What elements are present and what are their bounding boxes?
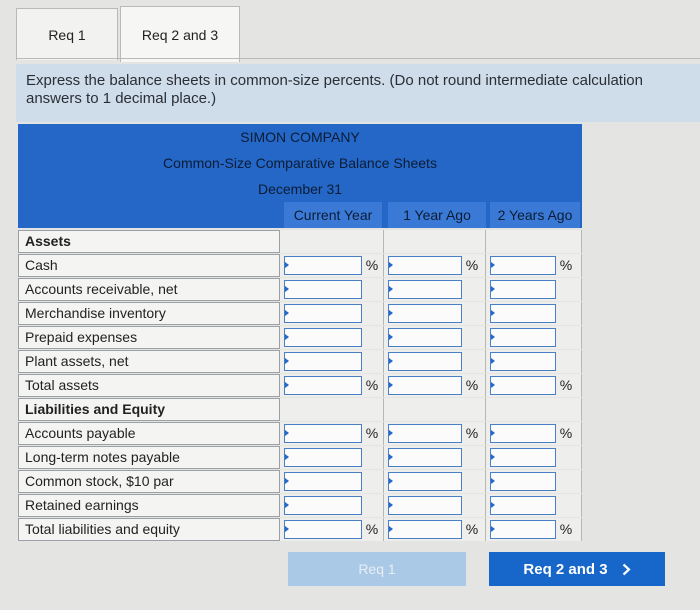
percent-input[interactable] — [490, 520, 556, 539]
table-row — [18, 350, 582, 373]
row-label: Long-term notes payable — [18, 446, 280, 469]
percent-symbol: % — [559, 425, 573, 441]
percent-symbol: % — [559, 521, 573, 537]
percent-input[interactable] — [284, 256, 362, 275]
percent-input[interactable] — [284, 424, 362, 443]
row-label: Merchandise inventory — [18, 302, 280, 325]
table-row — [18, 398, 582, 421]
previous-button-label: Req 1 — [358, 561, 396, 577]
row-label: Liabilities and Equity — [18, 398, 280, 421]
statement-date: December 31 — [18, 176, 582, 202]
instruction-panel — [16, 64, 700, 122]
table-row — [18, 494, 582, 517]
percent-input[interactable] — [284, 304, 362, 323]
instruction-line-1: Express the balance sheets in common-size percents. (Do not round intermediate calculation — [26, 72, 643, 89]
company-name: SIMON COMPANY — [18, 124, 582, 150]
table-row — [18, 446, 582, 469]
percent-input[interactable] — [388, 328, 462, 347]
percent-input[interactable] — [490, 496, 556, 515]
row-label: Total assets — [18, 374, 280, 397]
row-label: Accounts payable — [18, 422, 280, 445]
percent-input[interactable] — [490, 256, 556, 275]
percent-input[interactable] — [388, 448, 462, 467]
column-header-row — [18, 202, 582, 228]
percent-input[interactable] — [284, 520, 362, 539]
table-cell — [384, 230, 486, 253]
percent-input[interactable] — [284, 328, 362, 347]
table-row — [18, 254, 582, 277]
table-row — [18, 422, 582, 445]
percent-symbol: % — [559, 257, 573, 273]
table-row — [18, 518, 582, 541]
row-label: Assets — [18, 230, 280, 253]
percent-input[interactable] — [284, 352, 362, 371]
table-row — [18, 326, 582, 349]
row-label: Accounts receivable, net — [18, 278, 280, 301]
table-cell — [384, 398, 486, 421]
percent-symbol: % — [365, 377, 379, 393]
percent-input[interactable] — [388, 256, 462, 275]
percent-input[interactable] — [284, 472, 362, 491]
percent-input[interactable] — [388, 280, 462, 299]
percent-symbol: % — [559, 377, 573, 393]
chevron-right-icon — [622, 563, 631, 576]
percent-symbol: % — [365, 257, 379, 273]
instruction-line-2: answers to 1 decimal place.) — [26, 90, 217, 107]
table-cell — [280, 398, 384, 421]
percent-symbol: % — [365, 521, 379, 537]
row-label: Plant assets, net — [18, 350, 280, 373]
table-cell — [280, 230, 384, 253]
table-cell — [486, 398, 582, 421]
percent-input[interactable] — [490, 376, 556, 395]
percent-input[interactable] — [490, 280, 556, 299]
percent-input[interactable] — [284, 496, 362, 515]
table-row — [18, 374, 582, 397]
percent-symbol: % — [465, 257, 479, 273]
table-row — [18, 230, 582, 253]
row-label: Cash — [18, 254, 280, 277]
percent-input[interactable] — [388, 304, 462, 323]
row-label: Common stock, $10 par — [18, 470, 280, 493]
percent-input[interactable] — [388, 496, 462, 515]
table-row — [18, 470, 582, 493]
percent-input[interactable] — [284, 448, 362, 467]
percent-input[interactable] — [284, 280, 362, 299]
row-label: Retained earnings — [18, 494, 280, 517]
tab-req-1[interactable]: Req 1 — [16, 8, 118, 60]
column-header-2-years-ago: 2 Years Ago — [490, 202, 580, 228]
table-row — [18, 278, 582, 301]
percent-input[interactable] — [490, 424, 556, 443]
percent-input[interactable] — [284, 376, 362, 395]
table-row — [18, 302, 582, 325]
percent-input[interactable] — [490, 448, 556, 467]
tab-req-2-and-3[interactable]: Req 2 and 3 — [120, 6, 240, 62]
percent-input[interactable] — [388, 424, 462, 443]
percent-input[interactable] — [388, 376, 462, 395]
percent-input[interactable] — [490, 328, 556, 347]
next-button[interactable] — [489, 552, 665, 586]
percent-symbol: % — [465, 377, 479, 393]
percent-symbol: % — [365, 425, 379, 441]
table-cell — [486, 230, 582, 253]
percent-input[interactable] — [490, 352, 556, 371]
percent-symbol: % — [465, 521, 479, 537]
statement-title: Common-Size Comparative Balance Sheets — [18, 150, 582, 176]
column-header-current-year: Current Year — [284, 202, 382, 228]
previous-button[interactable] — [288, 552, 466, 586]
percent-input[interactable] — [388, 520, 462, 539]
percent-input[interactable] — [490, 472, 556, 491]
row-label: Prepaid expenses — [18, 326, 280, 349]
tab-divider — [16, 58, 700, 59]
next-button-label: Req 2 and 3 — [523, 560, 608, 578]
row-label: Total liabilities and equity — [18, 518, 280, 541]
percent-input[interactable] — [388, 352, 462, 371]
column-header-1-year-ago: 1 Year Ago — [388, 202, 486, 228]
percent-input[interactable] — [388, 472, 462, 491]
percent-input[interactable] — [490, 304, 556, 323]
percent-symbol: % — [465, 425, 479, 441]
